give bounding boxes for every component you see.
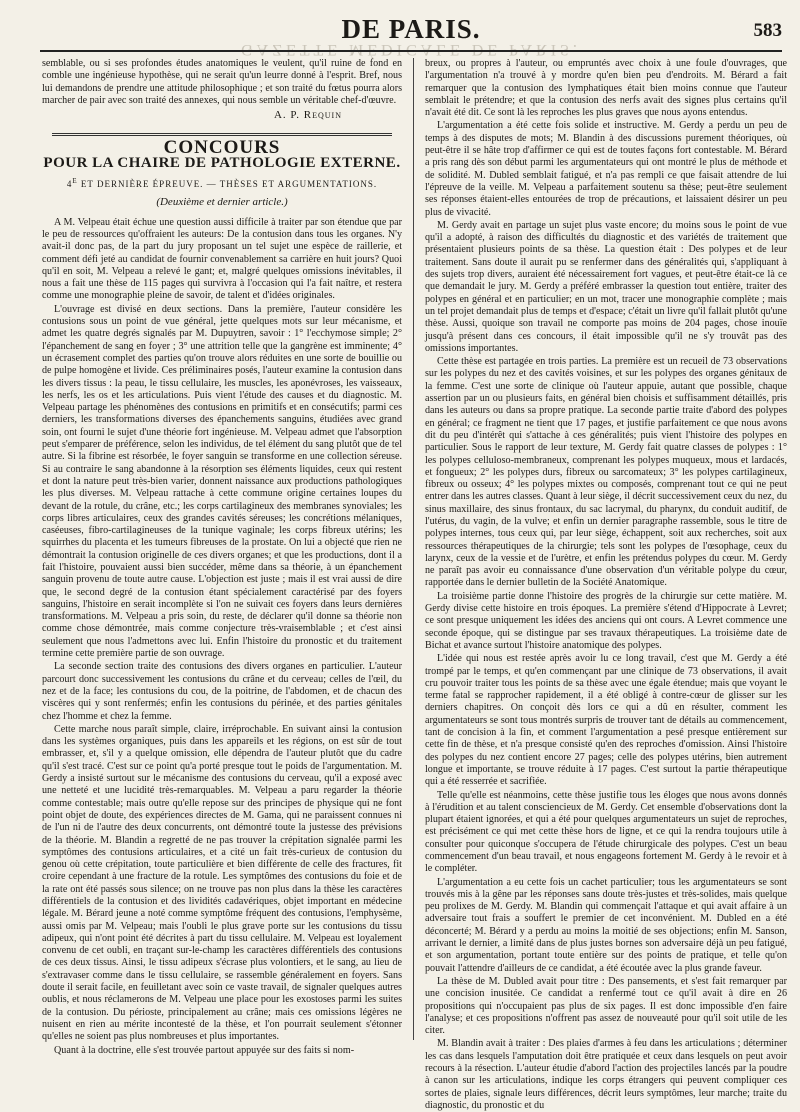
article-subtitle: (Deuxième et dernier article.): [156, 196, 288, 209]
left-column: [42, 58, 402, 1056]
body-paragraph: A M. Velpeau était échue une question aussi difficile à traiter par son étendue que par le peu de ressources qu'offraient les auteurs: De la contusion dans tous les organes. N'y avait-il donc pas, de la part du jury proposant un tel sujet une espèce de raillerie, et comment défi jeté au candidat de fournir convenablement sa carrière en huit jours? Quoi qu'il en soit, M. Velpeau a relevé le gant; et, malgré quelques omissions inévitables, il nous a fait une thèse de 115 pages qui survivra à l'occasion qui l'a fait naître, et restera comme une monographie pleine de savoir, de talent et d'idées originales.: [42, 216, 402, 302]
body-paragraph: M. Blandin avait à traiter : Des plaies d'armes à feu dans les articulations ; déterminer les cas dans lesquels l'amputation doit être pratiquée et ceux dans lesquels on peut avoir recours à la résection. L'auteur étudie d'abord l'action des projectiles lancés par la poudre à canon sur les articulations, indique les corps étrangers qui peuvent compliquer ces sortes de plaies, signale leurs différences, décrit leurs symptômes, leur marche; traite du diagnostic, du pronostic et du: [425, 1038, 787, 1111]
article-signature: [42, 109, 402, 121]
body-paragraph: L'argumentation a eu cette fois un cachet particulier; tous les argumentateurs se sont trouvés mis à la gêne par les réponses sans doute très-justes et très-solides, mais quelque peu prolixes de M. Gerdy. M. Blandin qui commençait l'attaque et qui avait affaire à un adversaire tout frais a souffert le premier de cet inconvénient. M. Dubled en a été déconcerté; M. Bérard y a perdu au moins la moitié de ses objections; enfin M. Sanson, arrivant le dernier, a limité dans de plus justes bornes son adversaire déjà un peu fatigué, et son argumentation, portant toute entière sur des points de pratique, et telle qu'on pouvait l'attendre d'ailleurs de ce candidat, a été écoutée avec la plus grande faveur.: [425, 876, 787, 974]
body-paragraph: Cette thèse est partagée en trois parties. La première est un recueil de 73 observations sur les polypes du nez et des cavités voisines, et sur les polypes des organes génitaux de la femme. C'est une sorte de clinique où l'auteur appuie, autant que possible, chaque assertion par un ou plusieurs faits, en général bien choisis et suffisamment détaillés, pris dans les auteurs ou dans sa propre pratique. La seconde partie traite d'abord des polypes en général; ce fragment ne tient que 17 pages, et justifie parfaitement ce que nous avons dit du peu d'intérêt qui s'attache à ces généralités; puis vient l'histoire des polypes en particulier. Sous le rapport de leur texture, M. Gerdy fait quatre classes de polypes : 1° les polypes celluloso-membraneux, comprenant les polypes muqueux, mous et lardacés, et fongueux; 2° les polypes durs, fibreux ou sarcomateux; 3° les polypes cartilagineux, fibreux ou osseux; 4° les polypes mixtes ou composés, comprenant tout ce qui ne peut entrer dans les autres classes. Quant à leur siège, il décrit successivement ceux du nez, du sinus maxillaire, des sinus frontaux, du sac lacrymal, du pharynx, du conduit auditif, de l'utérus, du vagin, de la vulve; et enfin un dernier paragraphe rassemble, sous le titre de polypes internes, tous ceux qui, par leur siège, échappent, soit aux recherches, soit aux ressources thérapeutiques de la chirurgie; tels sont les polypes de l'œsophage, ceux du larynx, ceux de la vessie et de l'urètre, et enfin les prétendus polypes du cœur. M. Gerdy ne paraît pas avoir eu connaissance d'une observation d'un véritable polype du cœur, rapportée dans le dernier bulletin de la Société Anatomique.: [425, 356, 787, 589]
body-paragraph: breux, ou propres à l'auteur, ou empruntés avec choix à une foule d'ouvrages, que l'argumentation n'a trouvé à y mordre qu'en bien peu d'endroits. M. Bérard a fait remarquer que la contusion des lymphatiques était bien moins connue que l'auteur semblait le prétendre; et que la contusion des nerfs avait des signes plus certains qu'il n'avait été dit. Ce sont là les reproches les plus graves que nous ayons entendus.: [425, 58, 787, 119]
epreuve-text: ET DERNIÈRE ÉPREUVE. — THÈSES ET ARGUMENTATIONS.: [77, 179, 378, 190]
body-paragraph: Cette marche nous paraît simple, claire, irréprochable. En suivant ainsi la contusion dans les systèmes organiques, puis dans les appareils et les régions, on est sûr de tout embrasser, et, s'il y a quelque omission, elle dépendra de l'auteur plutôt que du cadre qu'il s'est tracé. C'est sur ce point qu'a porté presque tout le poids de l'argumentation. M. Gerdy a insisté surtout sur le mécanisme des contusions du cerveau, qu'il a exposé avec une netteté et une lucidité très-remarquables. M. Velpeau a paru regarder la théorie comme contestable; mais outre qu'elle repose sur des principes de physique qui ne font point objet de doute, des expériences directes de M. Gama, qui ne paraissent connues ni de l'un ni de l'autre des deux concurrents, ont démontré toute la justesse des prévisions de la théorie. M. Blandin a regretté de ne pas trouver la crépitation signalée parmi les symptômes des contusions articulaires, et a cité un fait très-curieux de contusion du genou où cette crépitation, toute particulière et bien différente de celle des fractures, fit croire cependant à une fracture de la rotule. Les symptômes des contusions du foie et de la rate ont été passés sous silence; on ne trouve pas non plus dans la thèse les caractères différentiels de la contusion et des lividités cadavériques, objet important en médecine légale. M. Bérard jeune a noté comme symptôme fréquent des contusions, l'emphysème, aussi omis par M. Velpeau; mais l'oubli le plus grave porte sur les contusions du tissu adipeux, qui n'ont point été décrites à part du tissu cellulaire. M. Velpeau est loyalement convenu de cet oubli, en traçant sur-le-champ les caractères différentiels des contusions de ces deux tissus. Ainsi, le tissu adipeux s'écrase plus volontiers, et le sang, au lieu de s'extravaser comme dans le tissu cellulaire, se rassemble généralement en foyers. Sans doute il serait facile, en feuilletant avec soin ce vaste travail, de signaler quelques autres oublis, et nous réclamerons de M. Velpeau une place pour les exostoses parmi les suites de la contusion. Du périoste, principalement au crâne; mais ces omissions légères ne nuisent en rien au mérite incontesté de la thèse, et l'on pourrait seulement s'étonner qu'elles ne soient pas plus nombreuses et plus importantes.: [42, 723, 402, 1043]
body-paragraph: Quant à la doctrine, elle s'est trouvée partout appuyée sur des faits si nom-: [54, 1044, 355, 1056]
column-divider: [413, 58, 414, 1040]
body-paragraph: M. Gerdy avait en partage un sujet plus vaste encore; du moins sous le point de vue qu'il a adopté, à raison des difficultés du diagnostic et des variétés de traitement que présentaient plusieurs points de sa thèse. La question était : Des polypes et de leur traitement. Sans doute il aurait pu se renfermer dans des généralités qui, s'appliquant à des sujets trop divers, auraient été nécessairement fort vagues, et peut-être était-ce là ce que demandait le jury. M. Gerdy a préféré embrasser la question tout entière, traiter des polypes en général et en particulier; en un mot, tracer une monographie complète ; mais un tel projet demandait plus de temps et d'espace; c'était un livre qu'il fallait plutôt qu'une thèse. Aussi, quoique son travail ne comporte pas moins de 204 pages, chose inouïe jusqu'à présent dans ces concours, il était impossible qu'il ne s'y trouvât pas des omissions importantes.: [425, 219, 787, 354]
body-paragraph: L'argumentation a été cette fois solide et instructive. M. Gerdy a perdu un peu de temps à des disputes de mots; M. Blandin à des discussions purement théoriques, où peut-être il se hâte trop d'affirmer ce qui est de toutes façons fort contestable. M. Bérard a pris rang dès son début parmi les argumentateurs qui ont montré le plus de méthode et de solidité. M. Dubled semblait fatigué, et n'a pas rempli ce que faisait attendre de lui l'épreuve de la veille. M. Velpeau a parfaitement soutenu sa thèse; peut-être seulement ses réponses étaient-elles entourées de trop de précautions, et laissaient désirer un peu plus de vivacité.: [425, 120, 787, 218]
body-paragraph: La thèse de M. Dubled avait pour titre : Des pansements, et s'est fait remarquer par une concision inusitée. Ce candidat a renfermé tout ce qu'il avait à dire en 26 propositions qui n'occupaient pas plus de six pages. Il est donc impossible d'en faire l'analyse; et ces propositions n'offrent pas assez de nouveauté pour qu'il soit utile de les citer.: [425, 975, 787, 1037]
epreuve-heading: [42, 175, 402, 190]
section-subtitle: POUR LA CHAIRE DE PATHOLOGIE EXTERNE.: [43, 154, 401, 171]
signature-name: A. P. Requin: [273, 109, 342, 122]
page-title: DE PARIS.: [341, 14, 481, 44]
intro-continuation-paragraph: semblable, ou si ses profondes études anatomiques le veulent, qu'il ruine de fond en comble une ingénieuse hypothèse, qui ne serait qu'un leurre donné à l'esprit. Bref, nous lui demandons de prendre une attitude philosophique ; et son traité du fœtus pourra alors marcher de pair avec son traité des annexes, qui nous semble un véritable chef-d'œuvre.: [42, 58, 402, 106]
bleed-through-text: GAZETTE MÉDICALE DE PARIS.: [241, 41, 581, 58]
body-paragraph: L'ouvrage est divisé en deux sections. Dans la première, l'auteur considère les contusions sous un point de vue général, jette quelques mots sur leur mécanisme, et admet les quatre degrés signalés par M. Dupuytren, savoir : 1° l'ecchymose simple; 2° l'épanchement de sang en foyer ; 3° une attrition telle que la gangrène est imminente; 4° un écrasement complet des parties qu'on trouve alors réduites en une sorte de bouillie ou de pulpe homogène et livide. Ces préliminaires posés, l'auteur examine la contusion dans les divers tissus : la peau, le tissu cellulaire, les muscles, les aponévroses, les vaisseaux, les nerfs, les os et les articulations. Puis vient l'étude des causes et du diagnostic. M. Velpeau partage les phénomènes des contusions en primitifs et en consécutifs; parmi ces derniers, les transformations diverses des épanchements sanguins, étudiées avec grand soin, ont fourni le sujet d'une théorie fort ingénieuse. M. Velpeau admet que l'absorption peut s'emparer de préférence, selon les individus, de tel élément du sang plutôt que de tel autre. Si la fibrine est résorbée, le foyer sanguin se transforme en une collection séreuse. Si au contraire le sang abandonne à la résorption ses éléments liquides, ceux qui restent et dont la nature peut très-bien varier, donnent naissance aux productions pathologiques les plus diverses. M. Velpeau rattache à cette commune origine certaines loupes du devant de la rotule, du crâne, etc.; les corps cartilagineux des membranes synoviales; les corps libres articulaires, ceux des grandes cavités séreuses; les concrétions mélaniques, caséeuses, fibro-cartilagineuses de la tunique vaginale; les corps fibreux utérins; les squirrhes du placenta et les tumeurs fibreuses de la prostate. On lui a objecté que rien ne démontrait la contusion originelle de ces divers organes; et que les productions, dont il a fait l'histoire, pouvaient aussi bien succéder, même dans sa théorie, à un épanchement sanguin provenu de toute autre cause. L'objection est juste ; mais il est vrai aussi de dire que, le second degré de la contusion étant spécialement caractérisé par des foyers sanguins, l'histoire en serait incomplète si l'on ne suivait ces foyers dans leurs dernières transformations. M. Velpeau a pris soin, du reste, de déclarer qu'il donne sa théorie non comme chose démontrée, mais comme conjecture très-vraisemblable ; et c'est ainsi seulement que nous l'admettons avec lui. Enfin l'histoire du pronostic et du traitement termine cette première partie de son ouvrage.: [42, 303, 402, 660]
section-divider: [52, 133, 392, 136]
body-paragraph: La troisième partie donne l'histoire des progrès de la chirurgie sur cette matière. M. Gerdy divise cette histoire en trois époques. La première s'étend d'Hippocrate à Levret; ce sont presque uniquement les idées des anciens qui ont cours. A Levret commence une seconde époque, qui se distingue par ses travaux thérapeutiques. La troisième date de Bichat et avance surtout l'histoire anatomique des polypes.: [425, 590, 787, 651]
body-paragraph: Telle qu'elle est néanmoins, cette thèse justifie tous les éloges que nous avons donnés à l'érudition et au talent consciencieux de M. Gerdy. Cet ensemble d'observations dont la plupart étaient ignorées, et qui a été pour quelques argumentateurs un sujet de reproches, est précisément ce qui met cette thèse hors de ligne, et ce qui la rendra toujours utile à consulter pour quiconque s'occupera de l'étude chirurgicale des polypes. C'est un beau commencement d'un beau travail, et nous engageons fortement M. Gerdy à le revoir et à le compléter.: [425, 789, 787, 875]
epreuve-ordinal: E: [72, 177, 78, 186]
page-header: [40, 14, 782, 58]
page-number: 583: [753, 20, 782, 41]
right-column: [425, 58, 787, 1111]
section-title: CONCOURS: [163, 137, 281, 159]
body-paragraph: La seconde section traite des contusions des divers organes en particulier. L'auteur parcourt donc successivement les contusions du crâne et du cerveau; celles de l'œil, du nez et de la face; les contusions du cou, de la poitrine, de l'abdomen, et de chacun des viscères qui y sont renfermés; enfin les contusions du périnée, et des parties génitales chez l'homme et chez la femme.: [42, 661, 402, 722]
body-paragraph: L'idée qui nous est restée après avoir lu ce long travail, c'est que M. Gerdy a été trompé par le temps, et qu'en commençant par une clinique de 73 observations, il avait cru pouvoir traiter tous les points de sa thèse avec une égale étendue; mais que voyant le terme fatal se rapprocher rapidement, il a été obligé à contre-cœur de glisser sur les derniers chapitres. On conçoit dès lors ce qui a dû en résulter, comment les argumentateurs se sont tous montrés surpris de trouver tant de détails au commencement, tant de concision à la fin, et comment l'argumentation a pesé presque entièrement sur cette fin de thèse, et n'a presque consisté qu'en des reproches d'omission. Ainsi l'histoire des polypes du nez contient encore 27 pages; celle des polypes utérins, bien autrement longue et importante, se trouve réduite à 17 pages. C'est surtout la partie thérapeutique qui a été resserrée et sacrifiée.: [425, 653, 787, 788]
epreuve-number: 4: [66, 179, 73, 190]
header-rule: [40, 50, 782, 52]
